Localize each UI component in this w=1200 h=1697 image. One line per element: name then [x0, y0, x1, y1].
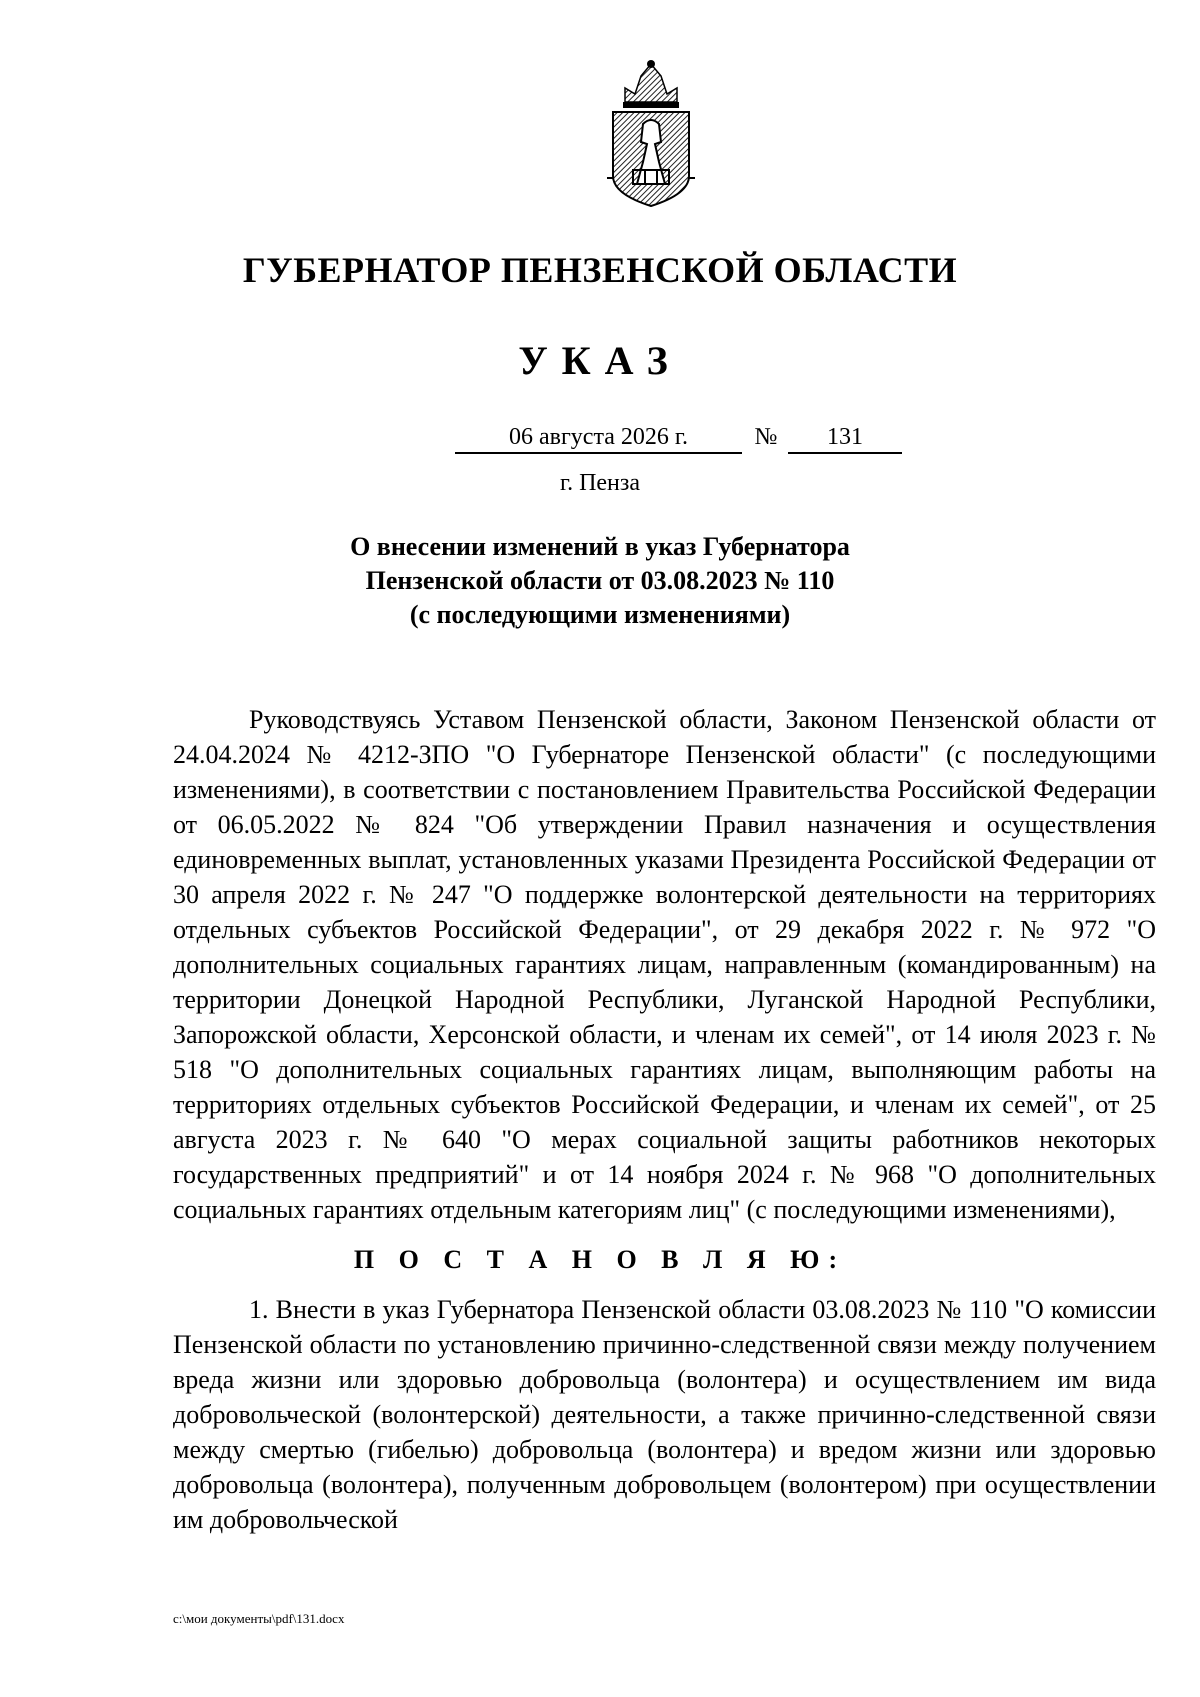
subject-line-3: (с последующими изменениями)	[409, 600, 791, 629]
issue-city: г. Пенза	[559, 470, 641, 496]
subject-line-2: Пензенской области от 03.08.2023 № 110	[365, 566, 835, 595]
document-number: 131	[788, 422, 902, 454]
order-item-1-text: 1. Внести в указ Губернатора Пензенской области 03.08.2023 № 110 "О комиссии Пензенской области по установлению причинно-следственной связи между получением вреда жизни или здоровью добровольца (волонтера) и осуществлением им вида добровольческой (волонтерской) деятельности, а также причинно-следственной связи между смертью (гибелью) добровольца (волонтера) и вредом жизни или здоровью добровольца (волонтера), полученным добровольцем (волонтером) при осуществлении им добровольческой	[173, 1295, 1156, 1534]
issuing-authority-title: ГУБЕРНАТОР ПЕНЗЕНСКОЙ ОБЛАСТИ	[242, 250, 958, 290]
footer-file-path: c:\мои документы\pdf\131.docx	[173, 1611, 345, 1626]
order-item-1	[173, 1292, 1156, 1537]
document-subject	[0, 530, 1200, 632]
number-sign: №	[754, 424, 778, 450]
decree-word: П О С Т А Н О В Л Я Ю:	[353, 1245, 847, 1274]
document-date: 06 августа 2026 г.	[455, 422, 742, 454]
penza-region-coat-of-arms-icon	[603, 58, 699, 210]
date-number-row	[0, 422, 1200, 454]
preamble-text: Руководствуясь Уставом Пензенской области, Законом Пензенской области от 24.04.2024 № 4212-ЗПО "О Губернаторе Пензенской области" (с последующими изменениями), в соответствии с постановлением Правительства Российской Федерации от 06.05.2022 № 824 "Об утверждении Правил назначения и осуществления единовременных выплат, установленных указами Президента Российской Федерации от 30 апреля 2022 г. № 247 "О поддержке волонтерской деятельности на территориях отдельных субъектов Российской Федерации", от 29 декабря 2022 г. № 972 "О дополнительных социальных гарантиях лицам, направленным (командированным) на территории Донецкой Народной Республики, Луганской Народной Республики, Запорожской области, Херсонской области, и членам их семей", от 14 июля 2023 г. № 518 "О дополнительных социальных гарантиях лицам, выполняющим работы на территориях отдельных субъектов Российской Федерации, и членам их семей", от 25 августа 2023 г. № 640 "О мерах социальной защиты работников некоторых государственных предприятий" и от 14 ноября 2024 г. № 968 "О дополнительных социальных гарантиях отдельным категориям лиц" (с последующими изменениями),	[173, 705, 1156, 1224]
preamble-paragraph	[173, 702, 1156, 1227]
subject-line-1: О внесении изменений в указ Губернатора	[350, 532, 850, 561]
document-type-title: УКАЗ	[518, 338, 682, 383]
